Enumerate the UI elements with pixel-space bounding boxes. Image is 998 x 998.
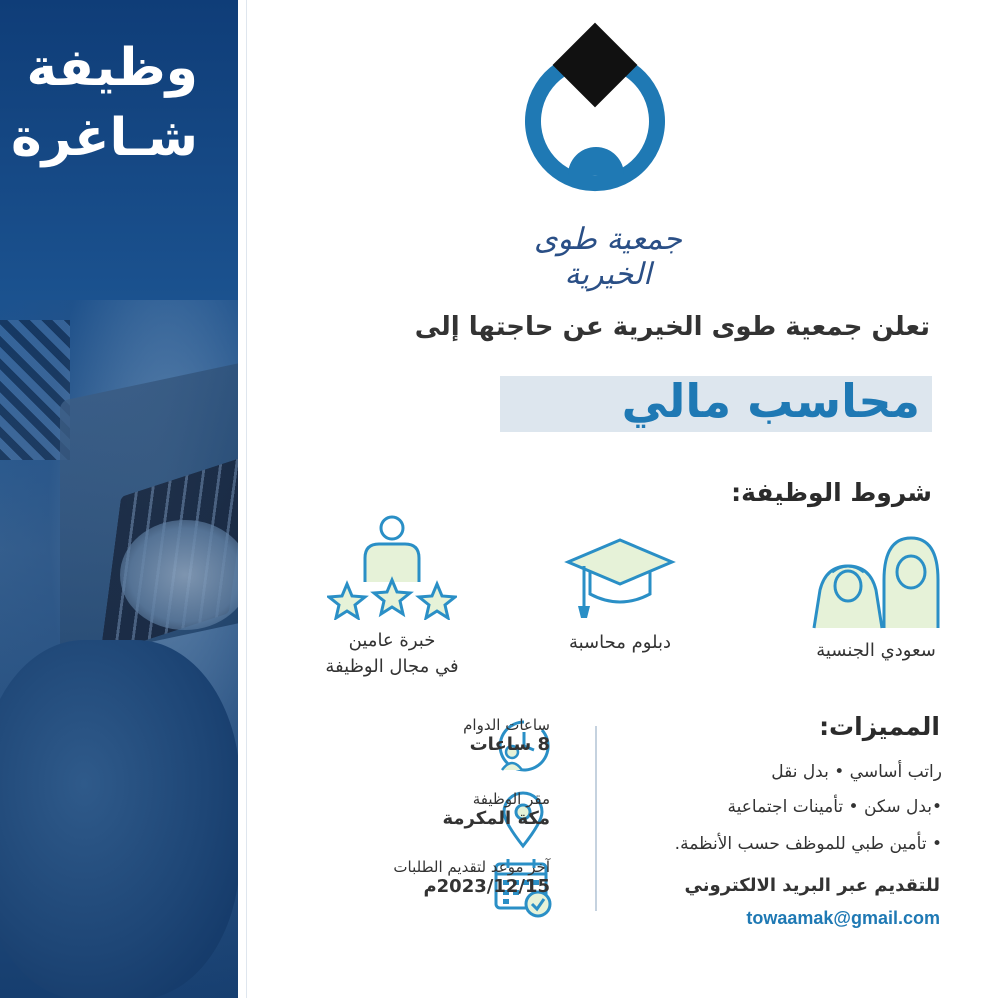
feature-item: • تأمين طبي للموظف حسب الأنظمة. — [674, 834, 942, 854]
divider-strip — [238, 0, 246, 998]
requirement-nationality-label: سعودي الجنسية — [816, 640, 936, 661]
location-value: مكة المكرمة — [442, 808, 550, 829]
requirement-diploma-label: دبلوم محاسبة — [568, 632, 672, 653]
apply-email-link[interactable]: towaamak@gmail.com — [746, 908, 940, 928]
requirement-experience-line2: في مجال الوظيفة — [325, 656, 459, 677]
sleeve-image — [0, 640, 238, 998]
saudi-people-icon — [806, 520, 946, 630]
conditions-heading: شروط الوظيفة: — [731, 478, 932, 507]
info-working-hours — [310, 716, 550, 755]
requirement-experience-label — [292, 628, 492, 680]
feature-item: •بدل سكن • تأمينات اجتماعية — [727, 797, 942, 817]
announcement-text: تعلن جمعية طوى الخيرية عن حاجتها إلى — [414, 312, 930, 342]
requirement-experience-line1: خبرة عامين — [348, 630, 436, 651]
deadline-caption: آخر موعد لتقديم الطلبات — [393, 858, 550, 876]
working-hours-value: 8 ساعات — [469, 734, 550, 755]
job-name: محاسب مالي — [621, 374, 920, 428]
apply-label: للتقديم عبر البريد الالكتروني — [684, 875, 940, 896]
vacancy-title-line2: شـاغرة — [10, 108, 198, 168]
graduation-cap-icon — [560, 532, 680, 622]
deadline-value: 2023/12/15م — [423, 876, 550, 897]
feature-item: راتب أساسي • بدل نقل — [771, 762, 942, 782]
experience-stars-icon — [327, 512, 457, 620]
info-location — [310, 790, 550, 829]
left-photo-panel — [0, 0, 238, 998]
info-deadline — [310, 858, 550, 897]
requirement-diploma — [520, 532, 720, 656]
hand-image — [120, 520, 238, 630]
charity-logo-icon — [520, 15, 670, 215]
requirement-nationality — [776, 520, 976, 664]
features-heading: المميزات: — [819, 712, 940, 741]
vacancy-title-line1: وظيفة — [26, 38, 198, 98]
requirement-experience — [292, 512, 492, 680]
working-hours-caption: ساعات الدوام — [463, 716, 550, 734]
location-caption: مقر الوظيفة — [472, 790, 550, 808]
logo-caption: جمعية طوى الخيرية — [534, 222, 682, 292]
